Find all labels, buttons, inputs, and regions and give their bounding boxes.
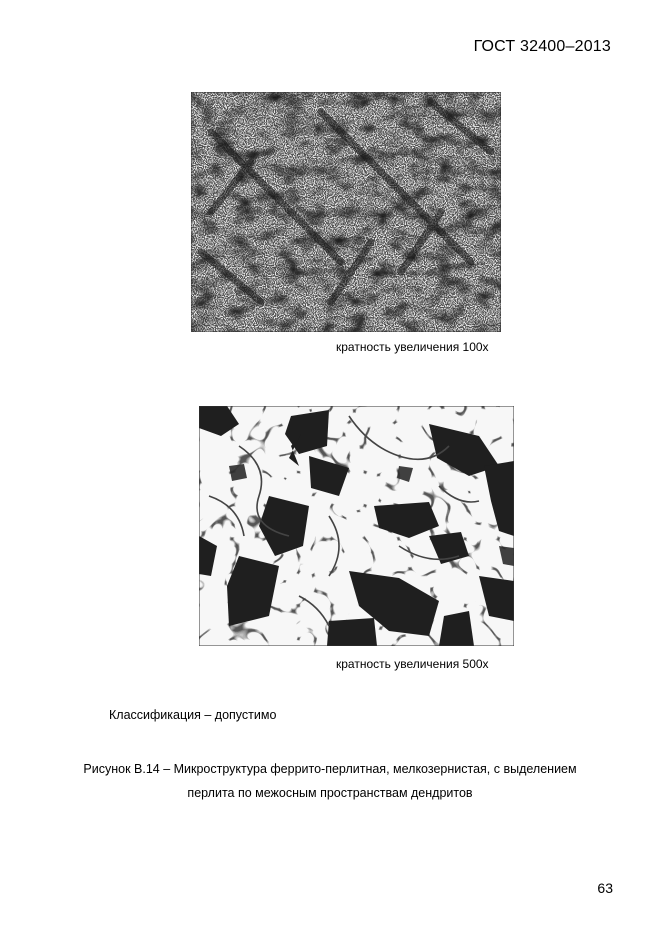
micrograph-100x-caption: кратность увеличения 100х (336, 340, 489, 354)
figure-caption (60, 757, 600, 805)
micrograph-100x-image (191, 92, 501, 332)
figure-caption-line-2: перлита по межосным пространствам дендритов (187, 786, 473, 800)
page-number: 63 (597, 880, 613, 896)
standard-code-header: ГОСТ 32400–2013 (473, 38, 611, 55)
classification-text: Классификация – допустимо (109, 708, 277, 722)
micrograph-500x-caption: кратность увеличения 500х (336, 657, 489, 671)
figure-caption-line-1: Рисунок В.14 – Микроструктура феррито-перлитная, мелкозернистая, с выделением (83, 762, 577, 776)
micrograph-500x-image (199, 406, 514, 646)
